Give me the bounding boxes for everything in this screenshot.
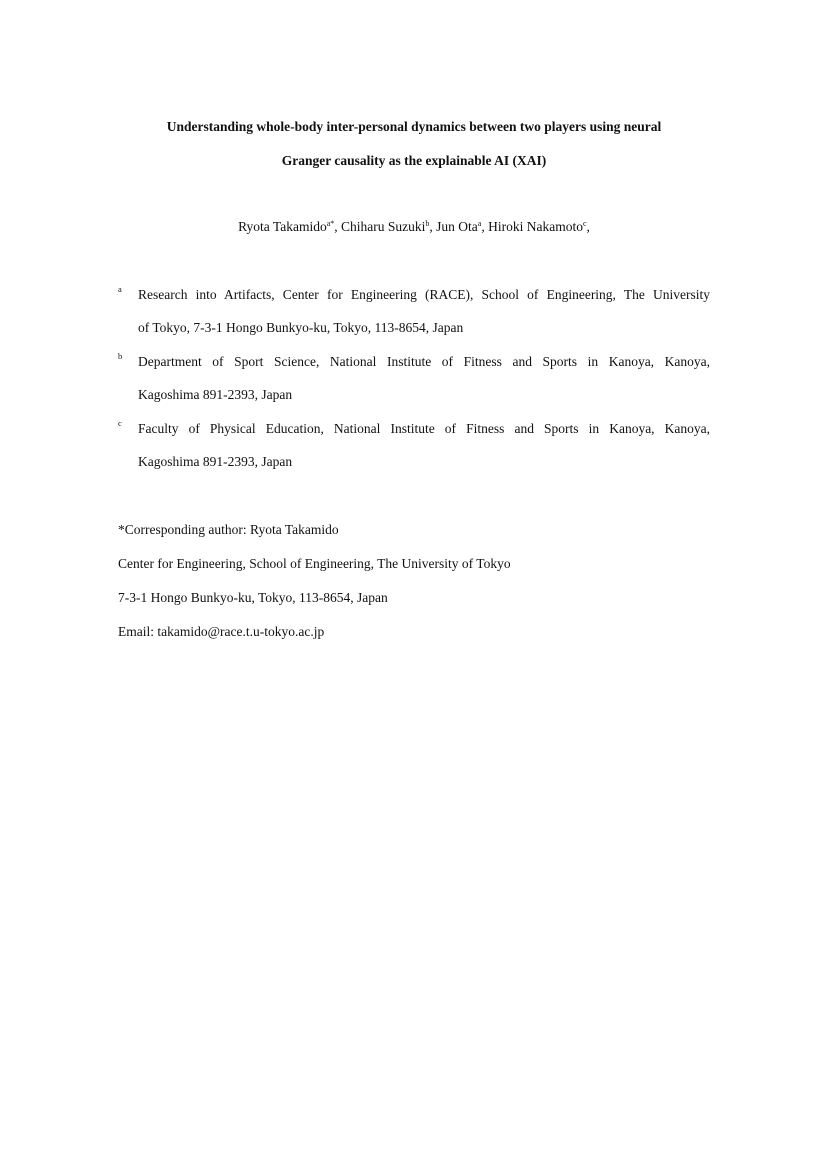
affiliation-mark: b	[118, 351, 123, 361]
affiliation-text-line: Research into Artifacts, Center for Engineering (RACE), School of Engineering, The University	[138, 287, 710, 302]
author-separator: ,	[334, 219, 342, 234]
author-affiliation-mark: c	[582, 219, 587, 228]
affiliation-mark: a	[118, 284, 122, 294]
author-affiliation-mark: a*	[326, 219, 335, 228]
affiliation-text-line: Kagoshima 891-2393, Japan	[138, 387, 293, 402]
affiliation-text-line: Faculty of Physical Education, National Institute of Fitness and Sports in Kanoya, Kanoya,	[138, 421, 710, 436]
author-name: Jun Ota	[436, 219, 478, 234]
affiliation-mark: c	[118, 418, 122, 428]
author-affiliation-mark: b	[425, 219, 430, 228]
author-separator: ,	[481, 219, 489, 234]
corresponding-address-line: Center for Engineering, School of Engineering, The University of Tokyo	[118, 556, 511, 571]
corresponding-address-line: 7-3-1 Hongo Bunkyo-ku, Tokyo, 113-8654, Japan	[118, 590, 388, 605]
paper-title-line-1: Understanding whole-body inter-personal dynamics between two players using neural	[166, 119, 662, 134]
author-separator: ,	[429, 219, 437, 234]
affiliation-text-line: Kagoshima 891-2393, Japan	[138, 454, 293, 469]
corresponding-author: *Corresponding author: Ryota Takamido	[118, 522, 339, 537]
author-list	[0, 219, 828, 235]
author-separator: ,	[586, 219, 590, 234]
author-name: Hiroki Nakamoto	[488, 219, 583, 234]
affiliation-text-line: of Tokyo, 7-3-1 Hongo Bunkyo-ku, Tokyo, 113-8654, Japan	[138, 320, 464, 335]
corresponding-email: Email: takamido@race.t.u-tokyo.ac.jp	[118, 624, 325, 639]
affiliation-text-line: Department of Sport Science, National Institute of Fitness and Sports in Kanoya, Kanoya,	[138, 354, 710, 369]
paper-title-line-2: Granger causality as the explainable AI (XAI)	[281, 153, 547, 168]
author-affiliation-mark: a	[477, 219, 482, 228]
author-name: Ryota Takamido	[238, 219, 327, 234]
author-name: Chiharu Suzuki	[341, 219, 426, 234]
